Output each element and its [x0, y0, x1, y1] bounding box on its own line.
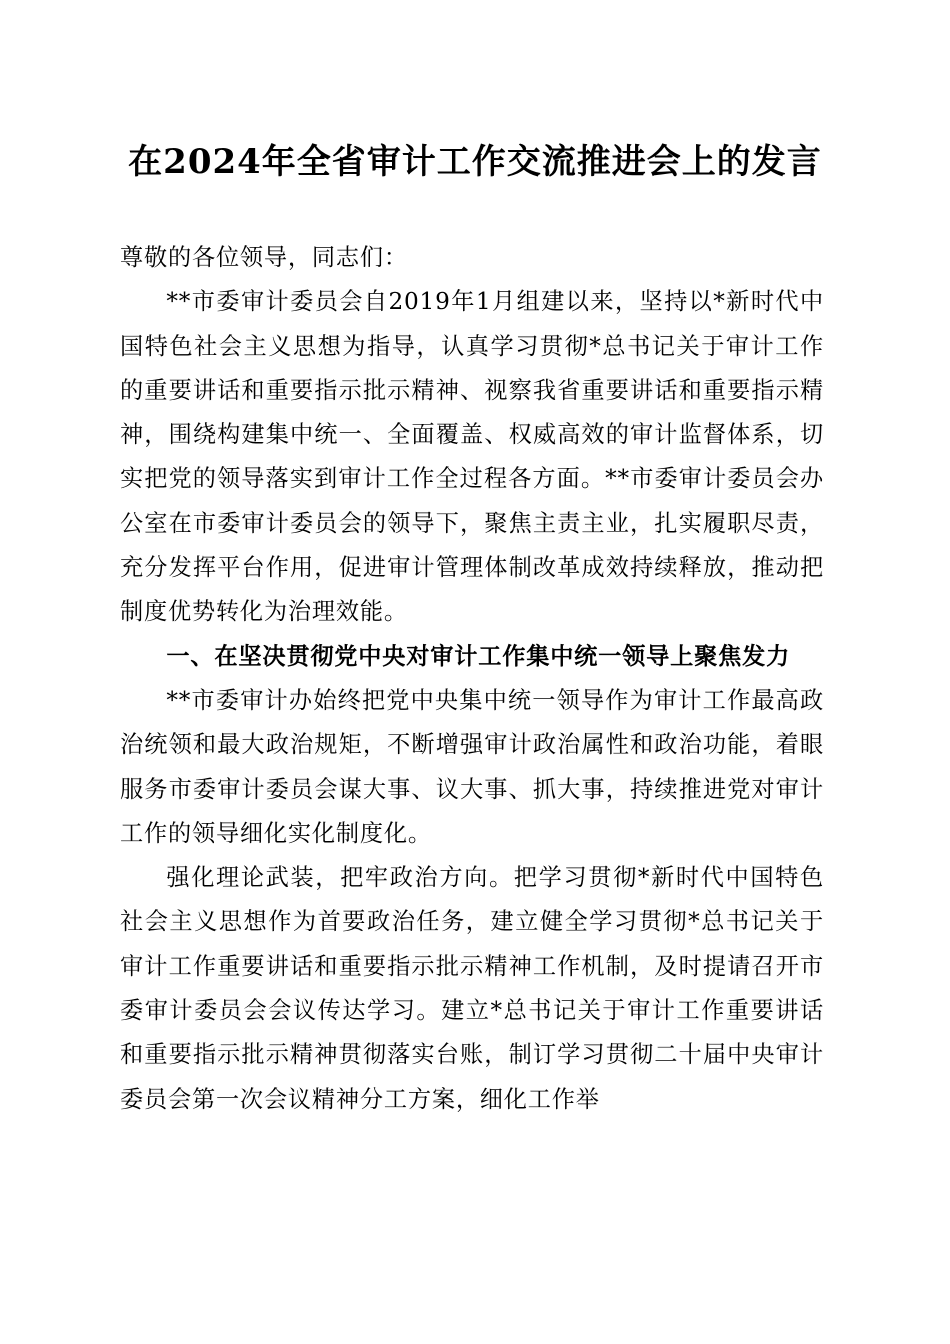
document-body	[120, 236, 824, 1122]
body-paragraph: **市委审计办始终把党中央集中统一领导作为审计工作最高政治统领和最大政治规矩，不断增强审计政治属性和政治功能，着眼服务市委审计委员会谋大事、议大事、抓大事，持续推进党对审计工作的领导细化实化制度化。	[120, 686, 824, 847]
section-heading: 一、在坚决贯彻党中央对审计工作集中统一领导上聚焦发力	[166, 642, 791, 670]
document-title: 在2024年全省审计工作交流推进会上的发言	[128, 142, 822, 182]
intro-paragraph: **市委审计委员会自2019年1月组建以来，坚持以*新时代中国特色社会主义思想为指导，认真学习贯彻*总书记关于审计工作的重要讲话和重要指示批示精神、视察我省重要讲话和重要指示精神，围绕构建集中统一、全面覆盖、权威高效的审计监督体系，切实把党的领导落实到审计工作全过程各方面。**市委审计委员会办公室在市委审计委员会的领导下，聚焦主责主业，扎实履职尽责，充分发挥平台作用，促进审计管理体制改革成效持续释放，推动把制度优势转化为治理效能。	[120, 288, 824, 626]
salutation: 尊敬的各位领导，同志们：	[120, 244, 408, 271]
body-paragraph: 强化理论武装，把牢政治方向。把学习贯彻*新时代中国特色社会主义思想作为首要政治任务，建立健全学习贯彻*总书记关于审计工作重要讲话和重要指示批示精神工作机制，及时提请召开市委审计委员会会议传达学习。建立*总书记关于审计工作重要讲话和重要指示批示精神贯彻落实台账，制订学习贯彻二十届中央审计委员会第一次会议精神分工方案，细化工作举	[120, 864, 824, 1113]
